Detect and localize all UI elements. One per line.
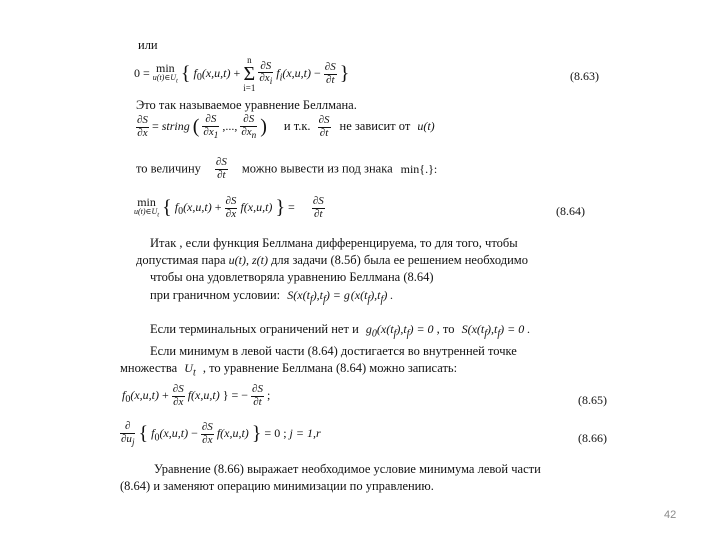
equation-8-64: min $u(t)\in U_t$ { $f_0(x,u,t)$ + $\frac{\partial S}{\partial x}$ f(x,u,t) } = $\frac{\partial S}{\partial t}$ xyxy=(134,195,324,220)
gradient-string-line: $\frac{\partial S}{\partial x}$ = string ( $\frac{\partial S}{\partial x_1}$ ,..., $\frac{\partial S}{\partial x_n}$ ) и т.к. $\frac{\partial S}{\partial t}$ не зависит от u(t) xyxy=(137,113,435,140)
terminal-constraints-line: Если терминальных ограничений нет и $g_0(x(t_f),t_f) = 0$ , то $S(x(t_f),t_f) = 0$ . xyxy=(150,322,531,340)
text-min-left-1: Если минимум в левой части (8.64) достигается во внутренней точке xyxy=(150,344,517,358)
text-min-left-2: множества $U_t$ , то уравнение Беллмана (8.64) можно записать: xyxy=(120,361,458,379)
equation-number-8-63: (8.63) xyxy=(570,69,599,83)
equation-number-8-65: (8.65) xyxy=(578,393,607,407)
text-itak-1: Итак , если функция Беллмана дифференцируема, то для того, чтобы xyxy=(150,236,518,250)
text-itak-2: допустимая пара u(t), z(t) для задачи (8.5б) была ее решением необходимо xyxy=(136,253,528,267)
can-take-out-text: можно вывести из под знака xyxy=(241,161,393,176)
and-since-text: и т.к. xyxy=(283,118,311,133)
equation-8-63: 0 = min $u(t)\in U_t$ { $f_0(x,u,t) + n$ Σ i=1 $\frac{\partial S}{\partial x_i}$ $f_i(x,u,t)$ − $\frac{\partial S}{\partial t}$ } xyxy=(134,55,350,94)
equation-8-66: $\frac{\partial}{\partial u_j}$ { $f_0(x,u,t)$ − $\frac{\partial S}{\partial x}$ f(x,u,t) } = 0 ; j = 1,r xyxy=(121,420,321,447)
page-number: 42 xyxy=(664,509,677,521)
string-word: string xyxy=(161,118,190,133)
take-out-line: то величину $\frac{\partial S}{\partial t}$ можно вывести из под знака min{.}: xyxy=(136,156,438,181)
equation-number-8-66: (8.66) xyxy=(578,431,607,445)
text-final-2: (8.64) и заменяют операцию минимизации по управлению. xyxy=(120,479,434,493)
not-depend-text: не зависит от xyxy=(339,118,411,133)
boundary-condition-line: при граничном условии: $S(x(t_f),t_f) = g$ $(x(t_f),t_f)$ . xyxy=(150,288,394,306)
text-final-1: Уравнение (8.66) выражает необходимое условие минимума левой части xyxy=(154,462,541,476)
bellman-note: Это так называемое уравнение Беллмана. xyxy=(136,98,357,112)
equation-8-65: $f_0(x,u,t)$ + $\frac{\partial S}{\partial x}$ f(x,u,t) } = − $\frac{\partial S}{\partial t}$ ; xyxy=(122,383,271,408)
text-itak-3: чтобы она удовлетворяла уравнению Беллмана (8.64) xyxy=(150,270,434,284)
then-value-text: то величину xyxy=(136,161,201,176)
equation-number-8-64: (8.64) xyxy=(556,204,585,218)
text-ili: или xyxy=(138,38,158,52)
